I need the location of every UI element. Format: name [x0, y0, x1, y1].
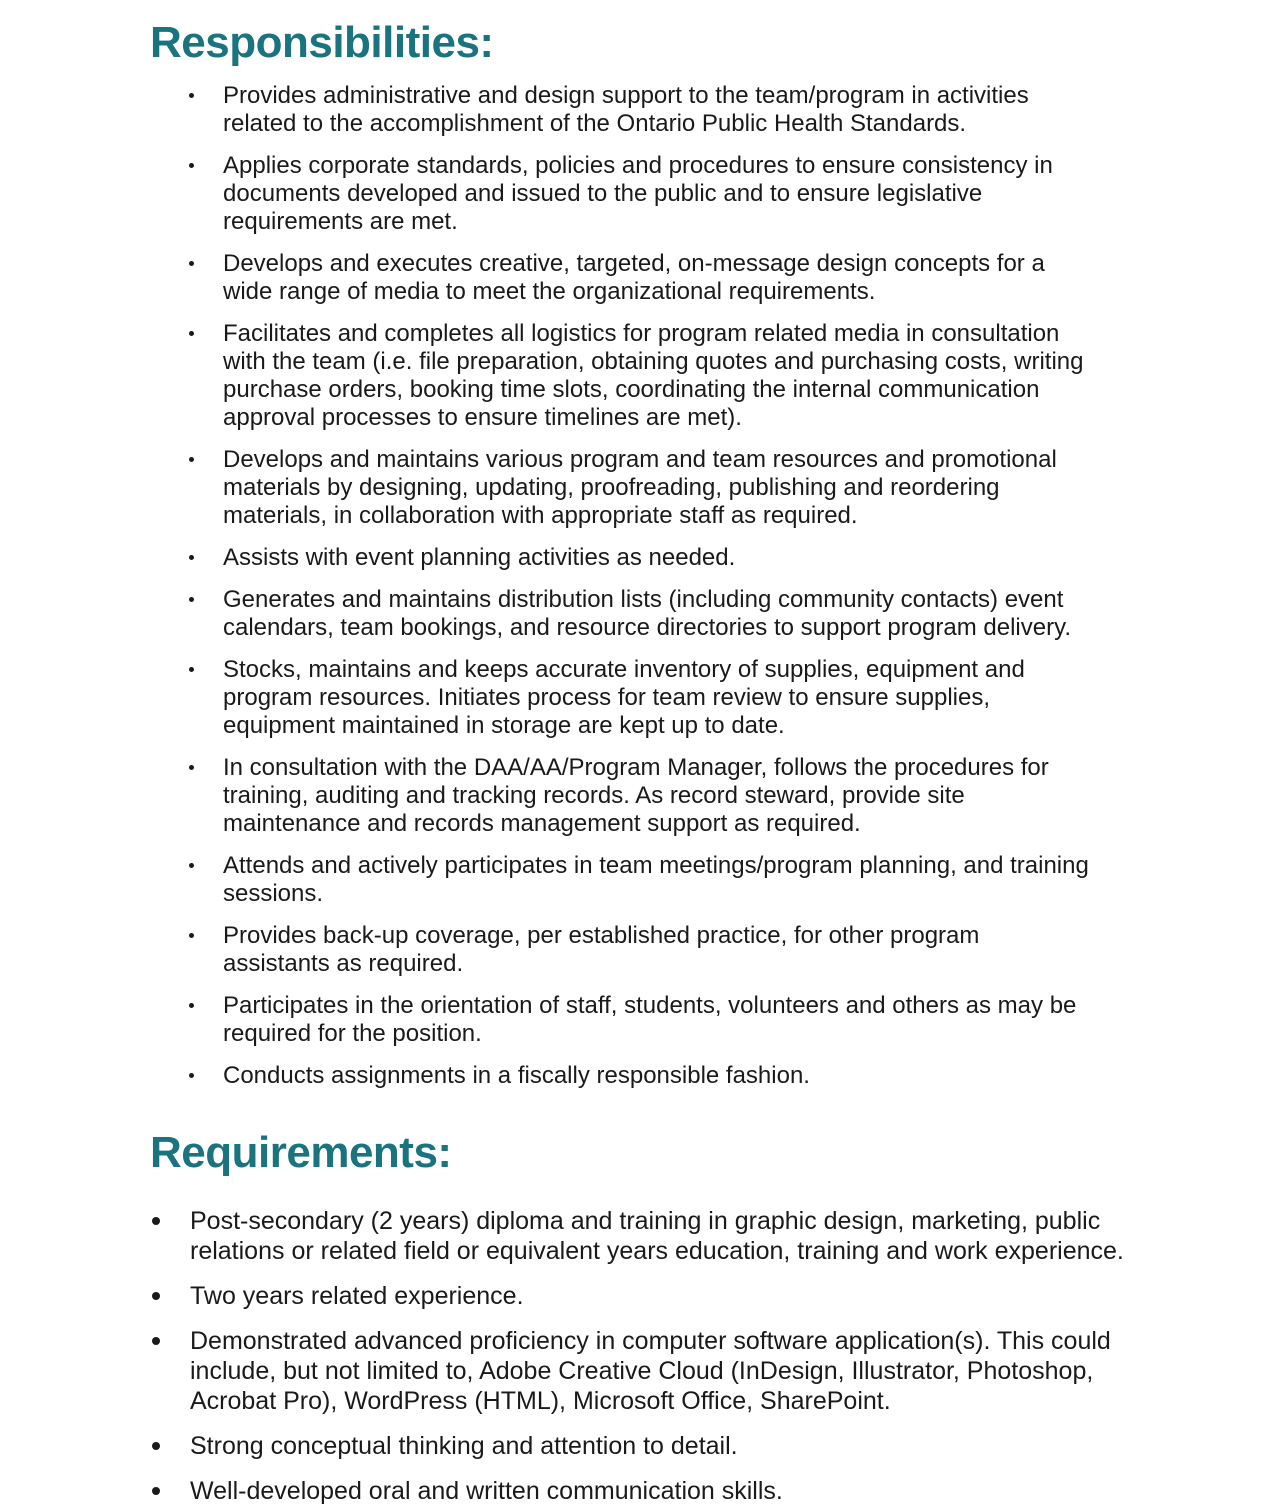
- list-item: Applies corporate standards, policies and procedures to ensure consistency in documents developed and issued to the public and to ensure legislative requirements are met.: [150, 152, 1089, 236]
- list-item: Demonstrated advanced proficiency in computer software application(s). This could include, but not limited to, Adobe Creative Cloud (InDesign, Illustrator, Photoshop, Acrobat Pro), WordPress (HTML), Microsoft Office, SharePoint.: [150, 1326, 1140, 1416]
- list-item: Two years related experience.: [150, 1281, 1140, 1311]
- requirements-heading: Requirements:: [150, 1128, 452, 1177]
- list-item: Strong conceptual thinking and attention to detail.: [150, 1431, 1140, 1461]
- list-item: Facilitates and completes all logistics for program related media in consultation with the team (i.e. file preparation, obtaining quotes and purchasing costs, writing purchase orders, booking time slots, coordinating the internal communication approval processes to ensure timelines are met).: [150, 320, 1089, 432]
- responsibilities-heading: Responsibilities:: [150, 18, 494, 67]
- list-item: Attends and actively participates in team meetings/program planning, and training sessions.: [150, 852, 1089, 908]
- list-item: Assists with event planning activities as needed.: [150, 544, 1089, 572]
- list-item: Well-developed oral and written communication skills.: [150, 1476, 1140, 1506]
- list-item: Provides back-up coverage, per established practice, for other program assistants as required.: [150, 922, 1089, 978]
- list-item: Stocks, maintains and keeps accurate inventory of supplies, equipment and program resources. Initiates process for team review to ensure supplies, equipment maintained in storage are kept up to date.: [150, 656, 1089, 740]
- list-item: Post-secondary (2 years) diploma and training in graphic design, marketing, public relations or related field or equivalent years education, training and work experience.: [150, 1206, 1140, 1266]
- list-item: Develops and maintains various program and team resources and promotional materials by designing, updating, proofreading, publishing and reordering materials, in collaboration with appropriate staff as required.: [150, 446, 1089, 530]
- list-item: In consultation with the DAA/AA/Program Manager, follows the procedures for training, auditing and tracking records. As record steward, provide site maintenance and records management support as required.: [150, 754, 1089, 838]
- list-item: Conducts assignments in a fiscally responsible fashion.: [150, 1062, 1089, 1090]
- requirements-list: [150, 1206, 1275, 1506]
- list-item: Provides administrative and design support to the team/program in activities related to the accomplishment of the Ontario Public Health Standards.: [150, 82, 1089, 138]
- list-item: Participates in the orientation of staff, students, volunteers and others as may be required for the position.: [150, 992, 1089, 1048]
- list-item: Generates and maintains distribution lists (including community contacts) event calendars, team bookings, and resource directories to support program delivery.: [150, 586, 1089, 642]
- responsibilities-list: [150, 82, 1275, 1090]
- list-item: Develops and executes creative, targeted, on-message design concepts for a wide range of media to meet the organizational requirements.: [150, 250, 1089, 306]
